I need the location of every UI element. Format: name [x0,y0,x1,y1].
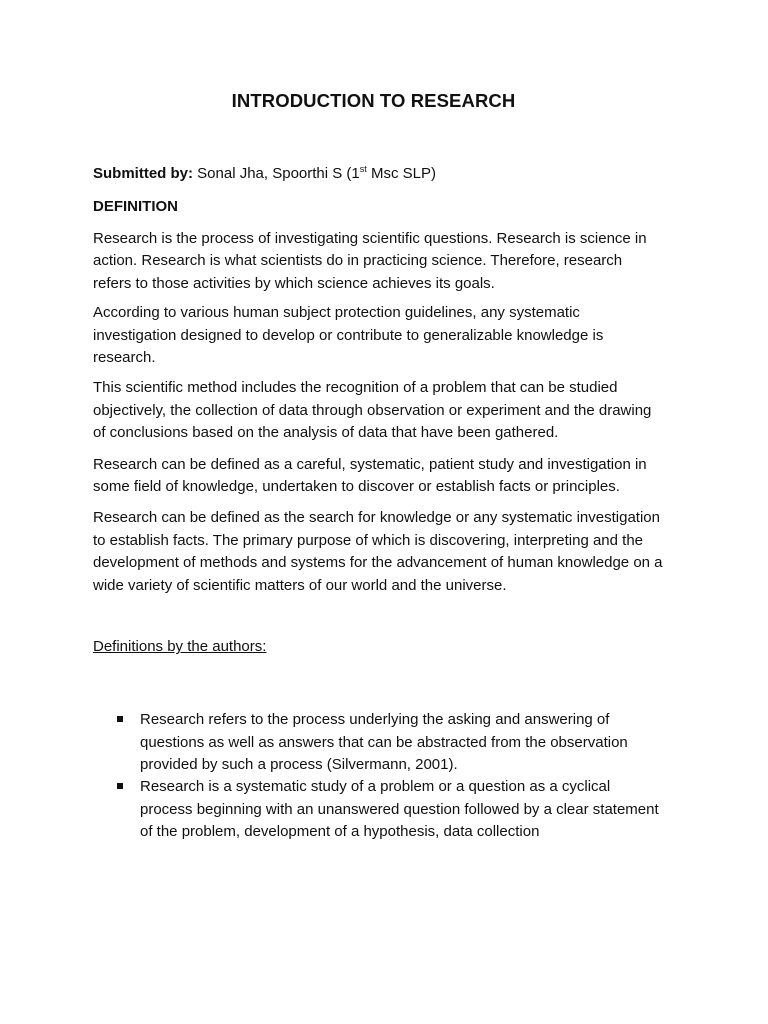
authors-prefix: Sonal Jha, Spoorthi S (1 [197,165,360,182]
paragraph-2: According to various human subject protection guidelines, any systematic investigation designed to develop or contribute to generalizable knowledge is research. [93,304,604,367]
page-title: INTRODUCTION TO RESEARCH [231,90,516,111]
authors-suffix: Msc SLP) [366,165,436,182]
paragraph-1: Research is the process of investigating scientific questions. Research is science in action. Research is what scientists do in practicing science. Therefore, research refers to those activities by which science achieves its goals. [93,230,647,292]
paragraph-5: Research can be defined as the search for knowledge or any systematic investigation to establish facts. The primary purpose of which is discovering, interpreting and the development of methods and systems for the advancement of human knowledge on a wide variety of scientific matters of our world and the universe. [93,509,663,594]
authors-definitions-heading: Definitions by the authors: [93,638,267,656]
paragraph-4: Research can be defined as a careful, systematic, patient study and investigation in some field of knowledge, undertaken to discover or establish facts or principles. [93,455,647,496]
list-item [93,776,664,843]
authors-superscript: st [359,164,367,174]
square-bullet-icon [117,783,123,789]
paragraph-3: This scientific method includes the recognition of a problem that can be studied objectively, the collection of data through observation or experiment and the drawing of conclusions based on the analysis of data that have been gathered. [93,379,652,442]
definition-heading: DEFINITION [93,198,178,215]
square-bullet-icon [117,716,123,722]
list-item [93,709,664,776]
list-item-text: Research is a systematic study of a problem or a question as a cyclical process beginning with an unanswered question followed by a clear statement of the problem, development of a hypothesis, data collection [140,778,659,841]
submitted-by-line [93,164,664,186]
submitted-by-label: Submitted by: [93,165,193,182]
definitions-list [93,709,664,843]
list-item-text: Research refers to the process underlying the asking and answering of questions as well as answers that can be abstracted from the observation provided by such a process (Silvermann, 2001). [140,711,628,773]
